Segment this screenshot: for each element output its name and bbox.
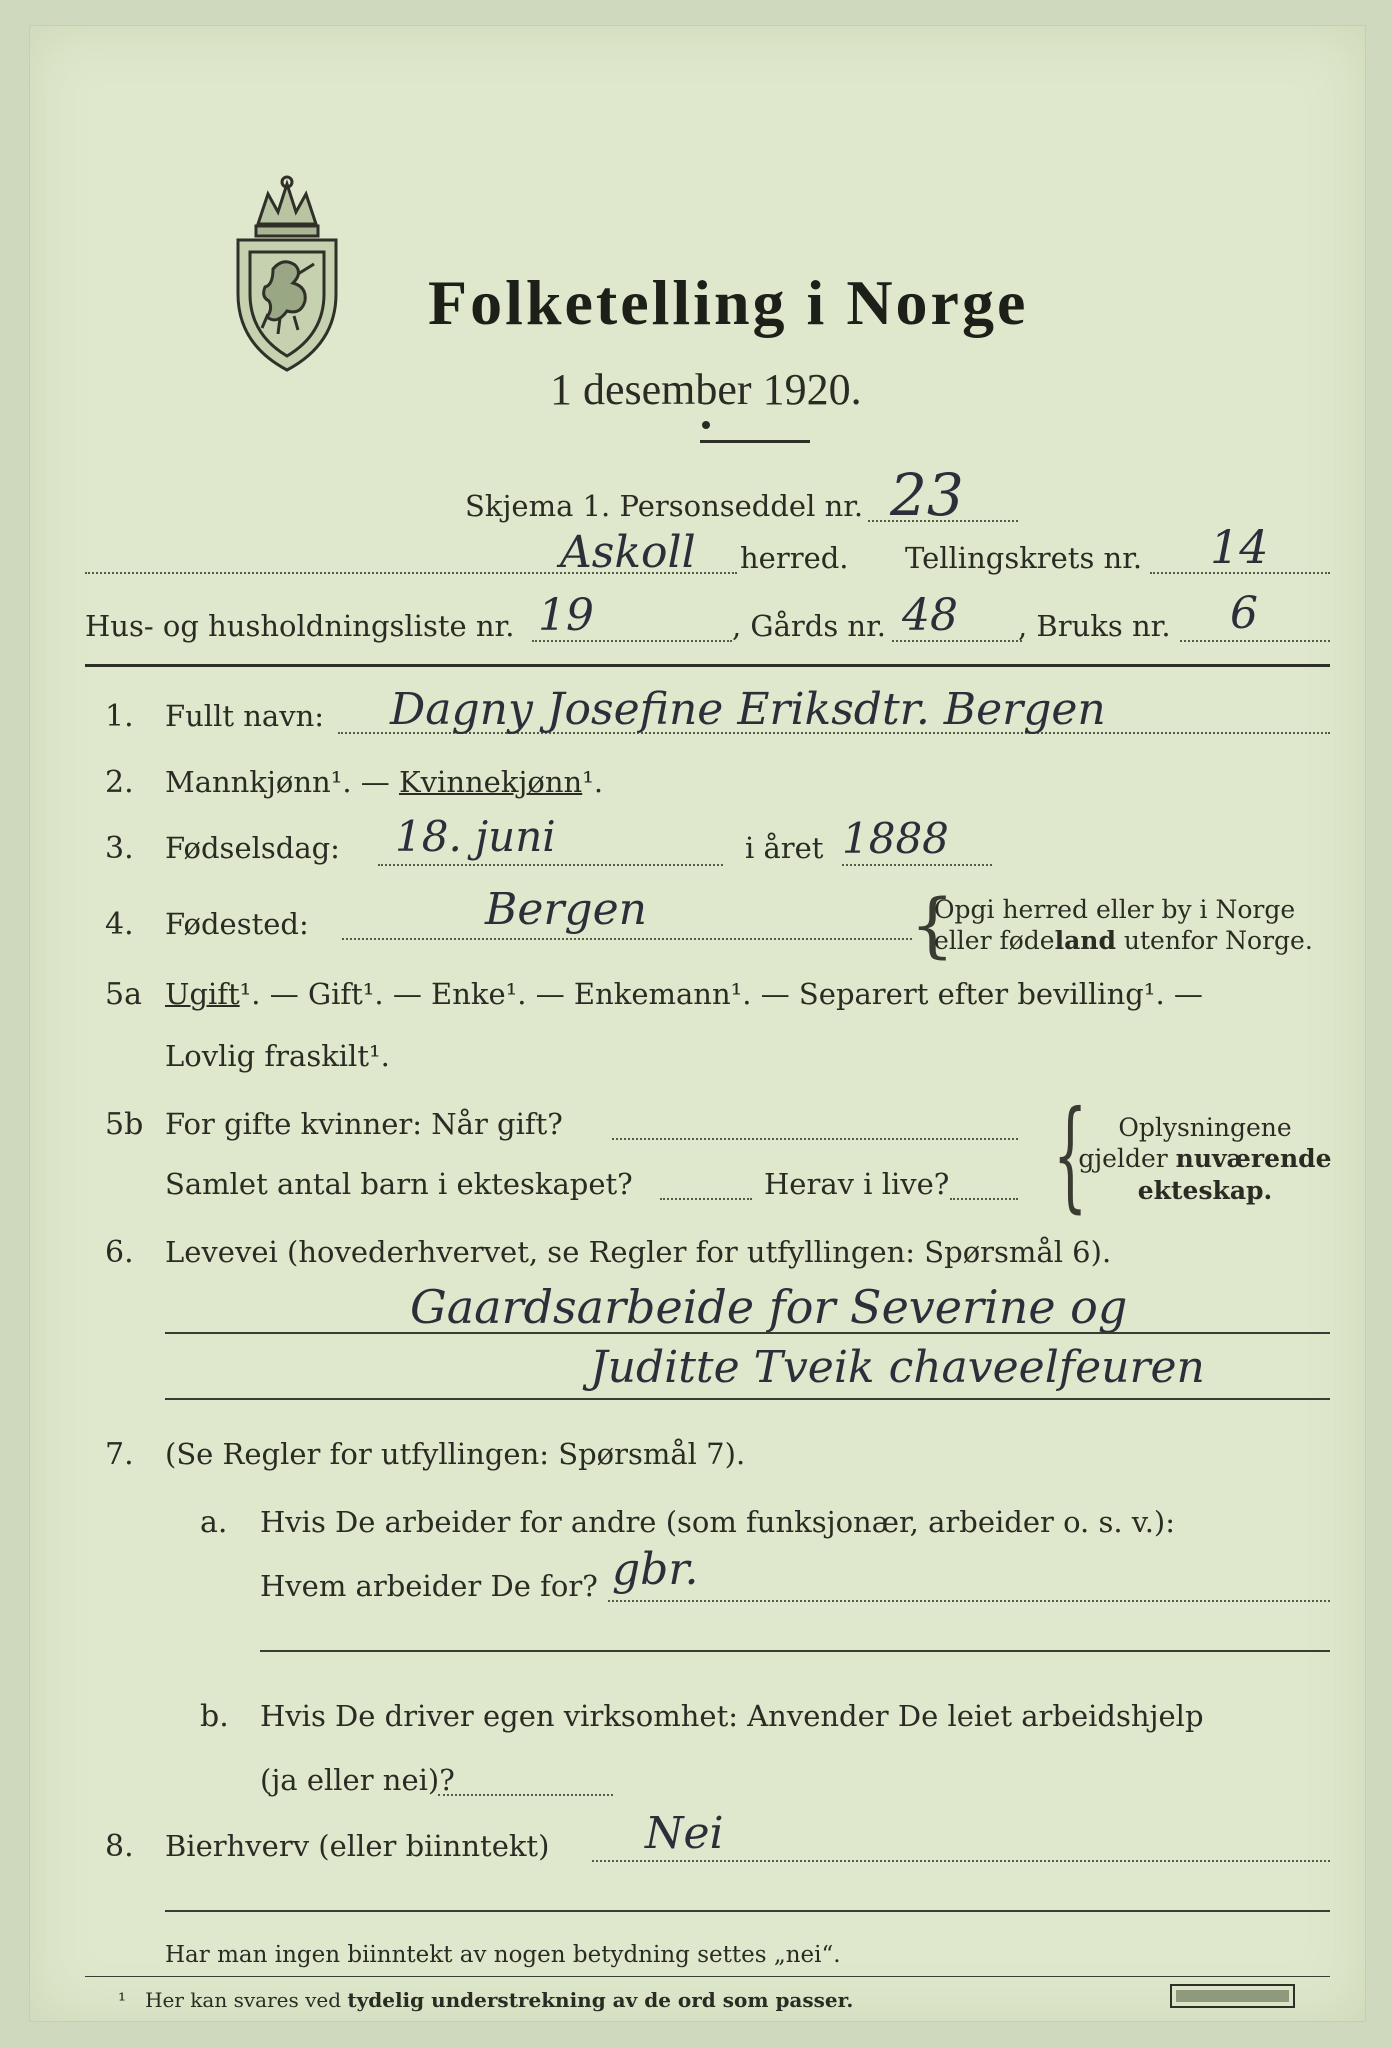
q1-number: 1.	[105, 699, 134, 734]
q7a-extra-line	[260, 1650, 1330, 1652]
q5a-other-options: ¹. — Gift¹. — Enke¹. — Enkemann¹. — Separert efter bevilling¹. —	[239, 977, 1203, 1011]
q5a-number: 5a	[105, 977, 142, 1012]
q7-number: 7.	[105, 1437, 134, 1472]
q7-label: (Se Regler for utfyllingen: Spørsmål 7).	[165, 1437, 746, 1471]
q3-label: Fødselsdag:	[165, 831, 340, 865]
hus-label: Hus- og husholdningsliste nr.	[85, 609, 515, 643]
q7b-line	[438, 1794, 613, 1796]
q4-note-text-a: eller føde	[934, 926, 1055, 956]
q3-year-line	[842, 864, 992, 866]
q2-female-option: Kvinnekjønn	[399, 765, 583, 799]
q5b-note	[1070, 1112, 1340, 1206]
footnote-text-a: Her kan svares ved	[145, 1988, 348, 2012]
q5b-note-line-2	[1070, 1143, 1340, 1174]
footnote-text-b: tydelig understrekning av de ord som passer.	[347, 1988, 854, 2012]
q7a-employer-value: gbr.	[612, 1544, 699, 1595]
q4-line	[342, 938, 912, 940]
q8-line	[592, 1860, 1330, 1862]
q7b-label-2: (ja eller nei)?	[260, 1763, 455, 1797]
q5b-label: For gifte kvinner: Når gift?	[165, 1107, 563, 1141]
q3-year-label: i året	[745, 831, 824, 865]
q3-number: 3.	[105, 831, 134, 866]
q4-note-brace: {	[910, 884, 955, 966]
q5b-number: 5b	[105, 1107, 144, 1142]
q5b-children-label: Samlet antal barn i ekteskapet?	[165, 1167, 633, 1201]
q6-label: Levevei (hovederhvervet, se Regler for utfyllingen: Spørsmål 6).	[165, 1235, 1112, 1269]
q2-number: 2.	[105, 765, 134, 800]
q2-footnote-mark: ¹.	[582, 765, 604, 799]
tellingskrets-label: Tellingskrets nr.	[905, 541, 1143, 575]
gards-value: 48	[902, 590, 958, 641]
schema-label: Skjema 1. Personseddel nr.	[465, 489, 864, 523]
q6-value-line-1: Gaardsarbeide for Severine og	[410, 1280, 1128, 1334]
footnote	[118, 1988, 853, 2012]
form-title: Folketelling i Norge	[428, 267, 1029, 338]
q2-options	[165, 765, 604, 799]
q7a-letter: a.	[200, 1505, 228, 1540]
norway-coat-of-arms-icon	[228, 174, 346, 374]
printer-stamp-icon	[1170, 1984, 1295, 2008]
q8-extra-line	[165, 1910, 1330, 1912]
hus-value: 19	[538, 590, 594, 641]
footer-note: Har man ingen biinntekt av nogen betydning settes „nei“.	[165, 1942, 841, 1968]
q7a-employer-line	[608, 1600, 1330, 1602]
q8-number: 8.	[105, 1829, 134, 1864]
q1-label: Fullt navn:	[165, 699, 325, 733]
q8-value: Nei	[645, 1808, 724, 1859]
q4-value: Bergen	[485, 884, 647, 935]
q4-note-line-1: Opgi herred eller by i Norge	[934, 895, 1296, 924]
q8-label: Bierhverv (eller biinntekt)	[165, 1829, 550, 1863]
q5b-alive-label: Herav i live?	[764, 1167, 950, 1201]
q5b-alive-line	[950, 1198, 1018, 1200]
q5b-children-line	[660, 1198, 752, 1200]
bruks-value: 6	[1230, 588, 1258, 639]
q5a-options	[165, 977, 1203, 1011]
herred-value: Askoll	[560, 527, 696, 578]
q7a-label: Hvis De arbeider for andre (som funksjonær, arbeider o. s. v.):	[260, 1505, 1176, 1539]
q5b-married-line	[612, 1138, 1018, 1140]
q7b-letter: b.	[200, 1699, 229, 1734]
q6-number: 6.	[105, 1235, 134, 1270]
q4-label: Fødested:	[165, 907, 309, 941]
q1-value: Dagny Josefine Eriksdtr. Bergen	[390, 684, 1106, 735]
footnote-mark: ¹	[118, 1988, 127, 2012]
tellingskrets-value: 14	[1210, 520, 1269, 574]
title-dot	[702, 421, 710, 429]
q5a-line-2: Lovlig fraskilt¹.	[165, 1039, 390, 1073]
footer-divider	[85, 1976, 1330, 1977]
herred-label: herred.	[740, 541, 849, 575]
q5a-ugift-option: Ugift	[165, 977, 240, 1011]
gards-label: , Gårds nr.	[732, 609, 886, 643]
q5b-note-line-3: ekteskap.	[1137, 1175, 1273, 1205]
q4-note	[934, 894, 1313, 957]
bruks-line	[1180, 640, 1330, 642]
q5b-note-line-1: Oplysningene	[1118, 1113, 1292, 1142]
q6-line-2	[165, 1398, 1330, 1400]
q3-year-value: 1888	[842, 814, 949, 863]
q5b-note-text-b: nuværende	[1175, 1144, 1332, 1174]
header-divider	[85, 664, 1330, 667]
q3-line	[378, 864, 723, 866]
q5b-note-text-a: gjelder	[1078, 1144, 1176, 1174]
q4-note-line-2	[934, 925, 1313, 956]
q2-male-option: Mannkjønn¹. —	[165, 765, 390, 799]
q6-value-line-2: Juditte Tveik chaveelfeuren	[590, 1342, 1205, 1393]
q7a-employer-label: Hvem arbeider De for?	[260, 1569, 598, 1603]
q4-number: 4.	[105, 907, 134, 942]
census-form	[30, 26, 1365, 2021]
title-divider	[700, 440, 810, 443]
schema-number-value: 23	[890, 461, 964, 529]
q4-note-text-b: land	[1054, 926, 1116, 956]
q3-value: 18. juni	[395, 812, 556, 861]
q5b-note-brace: {	[1052, 1086, 1088, 1225]
q7b-label: Hvis De driver egen virksomhet: Anvender De leiet arbeidshjelp	[260, 1699, 1204, 1733]
census-date: 1 desember 1920.	[550, 365, 862, 414]
q6-line-1	[165, 1332, 1330, 1334]
bruks-label: , Bruks nr.	[1018, 609, 1171, 643]
q4-note-text-c: utenfor Norge.	[1115, 926, 1313, 956]
